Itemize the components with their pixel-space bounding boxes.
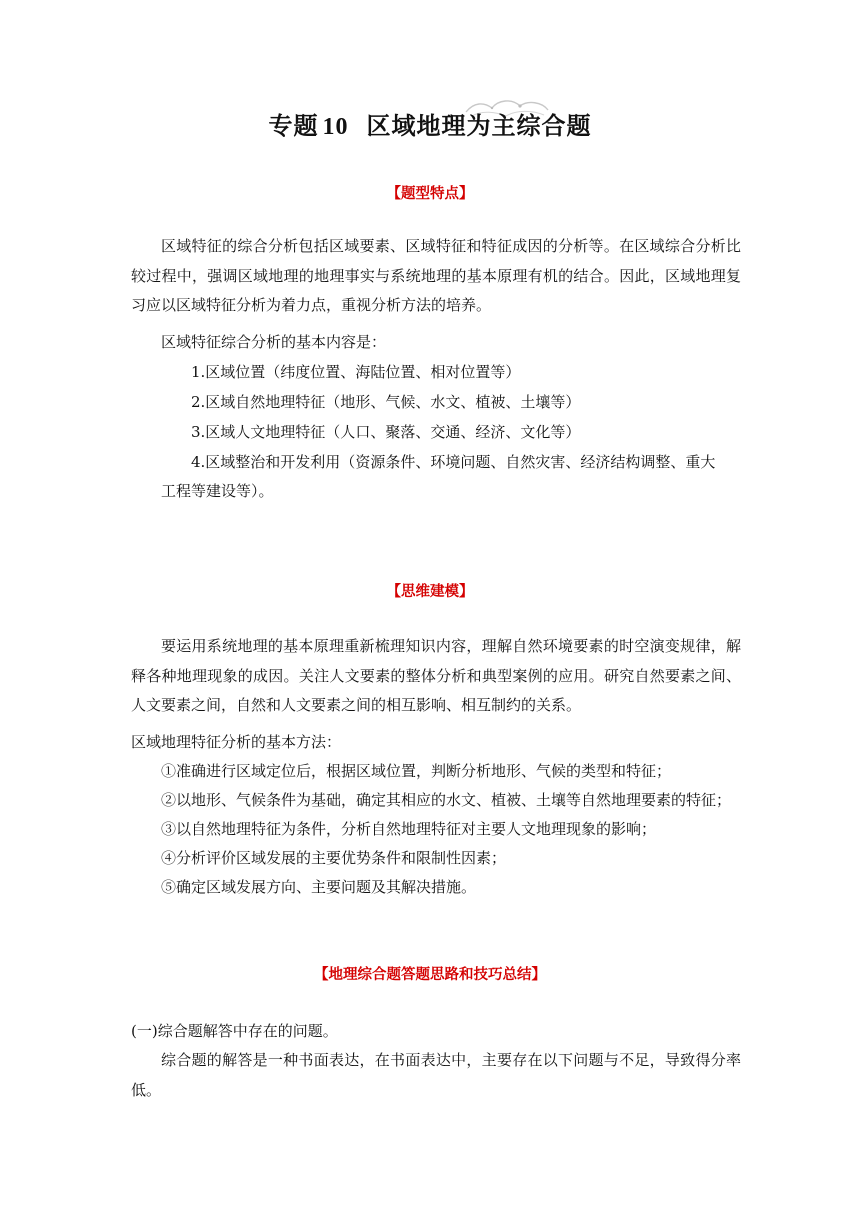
section-heading-modeling: 【思维建模】	[386, 583, 474, 600]
page-title	[0, 106, 860, 141]
section1-item-3: 3.区域人文地理特征（人口、聚落、交通、经济、文化等）	[191, 423, 581, 441]
section1-item-1: 1.区域位置（纬度位置、海陆位置、相对位置等）	[191, 363, 521, 381]
section2-item-5: ⑤确定区域发展方向、主要问题及其解决措施。	[161, 878, 477, 896]
section3-subheading: (一)综合题解答中存在的问题。	[131, 1022, 338, 1040]
section1-intro-line: 区域特征综合分析的基本内容是：	[161, 333, 387, 351]
section2-item-4: ④分析评价区域发展的主要优势条件和限制性因素；	[161, 849, 507, 867]
section1-paragraph: 区域特征的综合分析包括区域要素、区域特征和特征成因的分析等。在区域综合分析比较过程中，强调区域地理的地理事实与系统地理的基本原理有机的结合。因此，区域地理复习应以区域特征分析为着力点，重视分析方法的培养。	[131, 237, 741, 314]
section2-item-3: ③以自然地理特征为条件，分析自然地理特征对主要人文地理现象的影响；	[161, 820, 657, 838]
title-prefix: 专题	[268, 111, 319, 140]
section2-paragraph: 要运用系统地理的基本原理重新梳理知识内容，理解自然环境要素的时空演变规律，解释各种地理现象的成因。关注人文要素的整体分析和典型案例的应用。研究自然要素之间、人文要素之间，自然和人文要素之间的相互影响、相互制约的关系。	[131, 637, 741, 714]
section2-item-1: ①准确进行区域定位后，根据区域位置，判断分析地形、气候的类型和特征；	[161, 762, 672, 780]
title-number: 10	[322, 114, 349, 140]
section-heading-features: 【题型特点】	[386, 185, 474, 202]
section1-item-2: 2.区域自然地理特征（地形、气候、水文、植被、土壤等）	[191, 393, 581, 411]
section1-item-4-cont: 工程等建设等）。	[161, 482, 274, 500]
section2-intro-line: 区域地理特征分析的基本方法：	[131, 733, 342, 751]
section-heading-techniques: 【地理综合题答题思路和技巧总结】	[314, 966, 546, 983]
section2-item-2: ②以地形、气候条件为基础，确定其相应的水文、植被、土壤等自然地理要素的特征；	[161, 791, 732, 809]
title-main: 区域地理为主综合题	[366, 111, 592, 140]
section1-item-4: 4.区域整治和开发利用（资源条件、环境问题、自然灾害、经济结构调整、重大	[191, 453, 716, 471]
section3-paragraph: 综合题的解答是一种书面表达，在书面表达中，主要存在以下问题与不足，导致得分率低。	[131, 1051, 741, 1099]
